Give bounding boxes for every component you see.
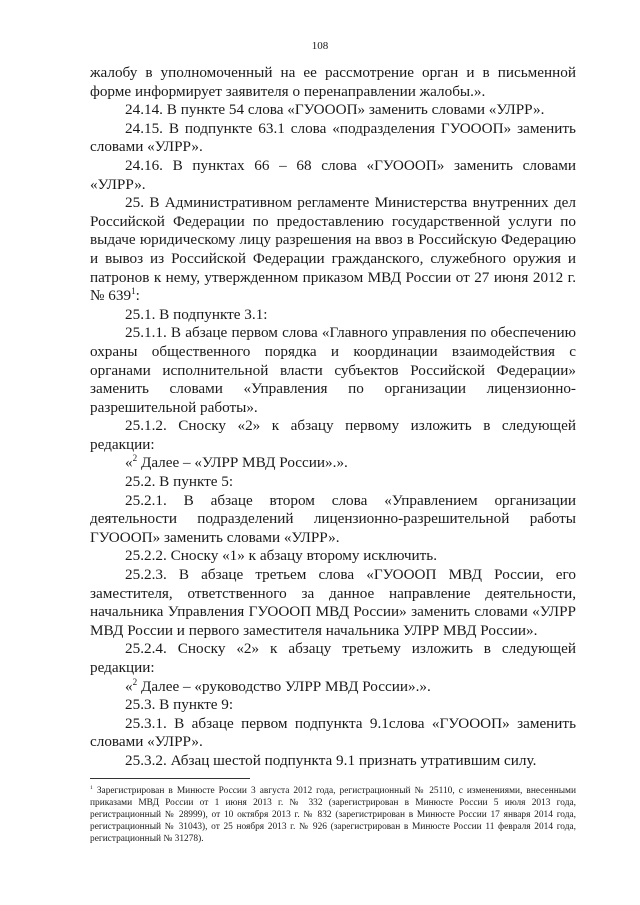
body-text (90, 64, 576, 771)
paragraph-25-3: 25.3. В пункте 9: (125, 696, 234, 714)
paragraph-25-3-2: 25.3.2. Абзац шестой подпункта 9.1 признать утратившим силу. (125, 751, 537, 769)
footnote-reference: 1 (131, 286, 136, 297)
paragraph-25-1-1: 25.1.1. В абзаце первом слова «Главного управления по обеспечению охраны общественного порядка и координации взаимодействия с органами исполнительной власти субъектов Российской Федерации» заменить словами «Управления по организации лицензионно-разрешительной работы». (90, 324, 576, 416)
page-number: 108 (311, 40, 329, 52)
quoted-footnote-2-second: «$^2$ Далее – «руководство УЛРР МВД России».». (125, 676, 431, 695)
paragraph-continuation: жалобу в уполномоченный на ее рассмотрение орган и в письменной форме информирует заявителя о перенаправлении жалобы.». (90, 64, 576, 100)
paragraph-25-2-3: 25.2.3. В абзаце третьем слова «ГУОООП МВД России, его заместителя, ответственного за данное направление деятельности, начальника Управления ГУОООП МВД России» заменить словами «УЛРР МВД России и первого заместителя начальника УЛРР МВД России». (90, 566, 576, 639)
footnote (90, 785, 576, 845)
footnote-mark: 1 (90, 784, 93, 791)
quoted-footnote-2-first: «$^2$ Далее – «УЛРР МВД России».». (125, 453, 348, 472)
paragraph-25-2-2: 25.2.2. Сноску «1» к абзацу второму исключить. (125, 547, 438, 565)
paragraph-25-3-1: 25.3.1. В абзаце первом подпункта 9.1слова «ГУОООП» заменить словами «УЛРР». (90, 714, 576, 751)
paragraph-24-15: 24.15. В подпункте 63.1 слова «подразделения ГУОООП» заменить словами «УЛРР». (90, 119, 576, 156)
paragraph-25-2: 25.2. В пункте 5: (125, 473, 234, 491)
footnote-text: Зарегистрирован в Минюсте России 3 августа 2012 года, регистрационный № 25110, с изменениями, внесенными приказами МВД России от 1 июня 2013 г. № 332 (зарегистрирован в Минюсте России 5 июля 2013 года, регистрационный № 28999), от 10 октября 2013 г. № 832 (зарегистрирован в Минюсте России 17 января 2014 года, регистрационный № 31043), от 25 ноября 2013 г. № 926 (зарегистрирован в Минюсте России 11 февраля 2014 года, регистрационный № 31278). (90, 786, 576, 844)
footnote-divider (90, 778, 250, 779)
paragraph-25-2-1: 25.2.1. В абзаце втором слова «Управлением организации деятельности подразделений лицензионно-разрешительной работы ГУОООП» заменить словами «УЛРР». (90, 491, 576, 546)
paragraph-25-1: 25.1. В подпункте 3.1: (125, 305, 268, 323)
paragraph-25: 25. В Административном регламенте Министерства внутренних дел Российской Федерации по предоставлению государственной услуги по выдаче юридическому лицу разрешения на ввоз в Российскую Федерацию и вывоз из Российской Федерации гражданского, служебного оружия и патронов к нему, утвержденном приказом МВД России от 27 июня 2012 г. № $639^1$: (90, 194, 576, 305)
paragraph-24-14: 24.14. В пункте 54 слова «ГУОООП» заменить словами «УЛРР». (125, 101, 545, 119)
paragraph-24-16: 24.16. В пунктах 66 – 68 слова «ГУОООП» заменить словами «УЛРР». (90, 156, 576, 193)
paragraph-25-2-4: 25.2.4. Сноску «2» к абзацу третьему изложить в следующей редакции: (90, 640, 576, 676)
paragraph-25-1-2: 25.1.2. Сноску «2» к абзацу первому изложить в следующей редакции: (90, 417, 576, 453)
